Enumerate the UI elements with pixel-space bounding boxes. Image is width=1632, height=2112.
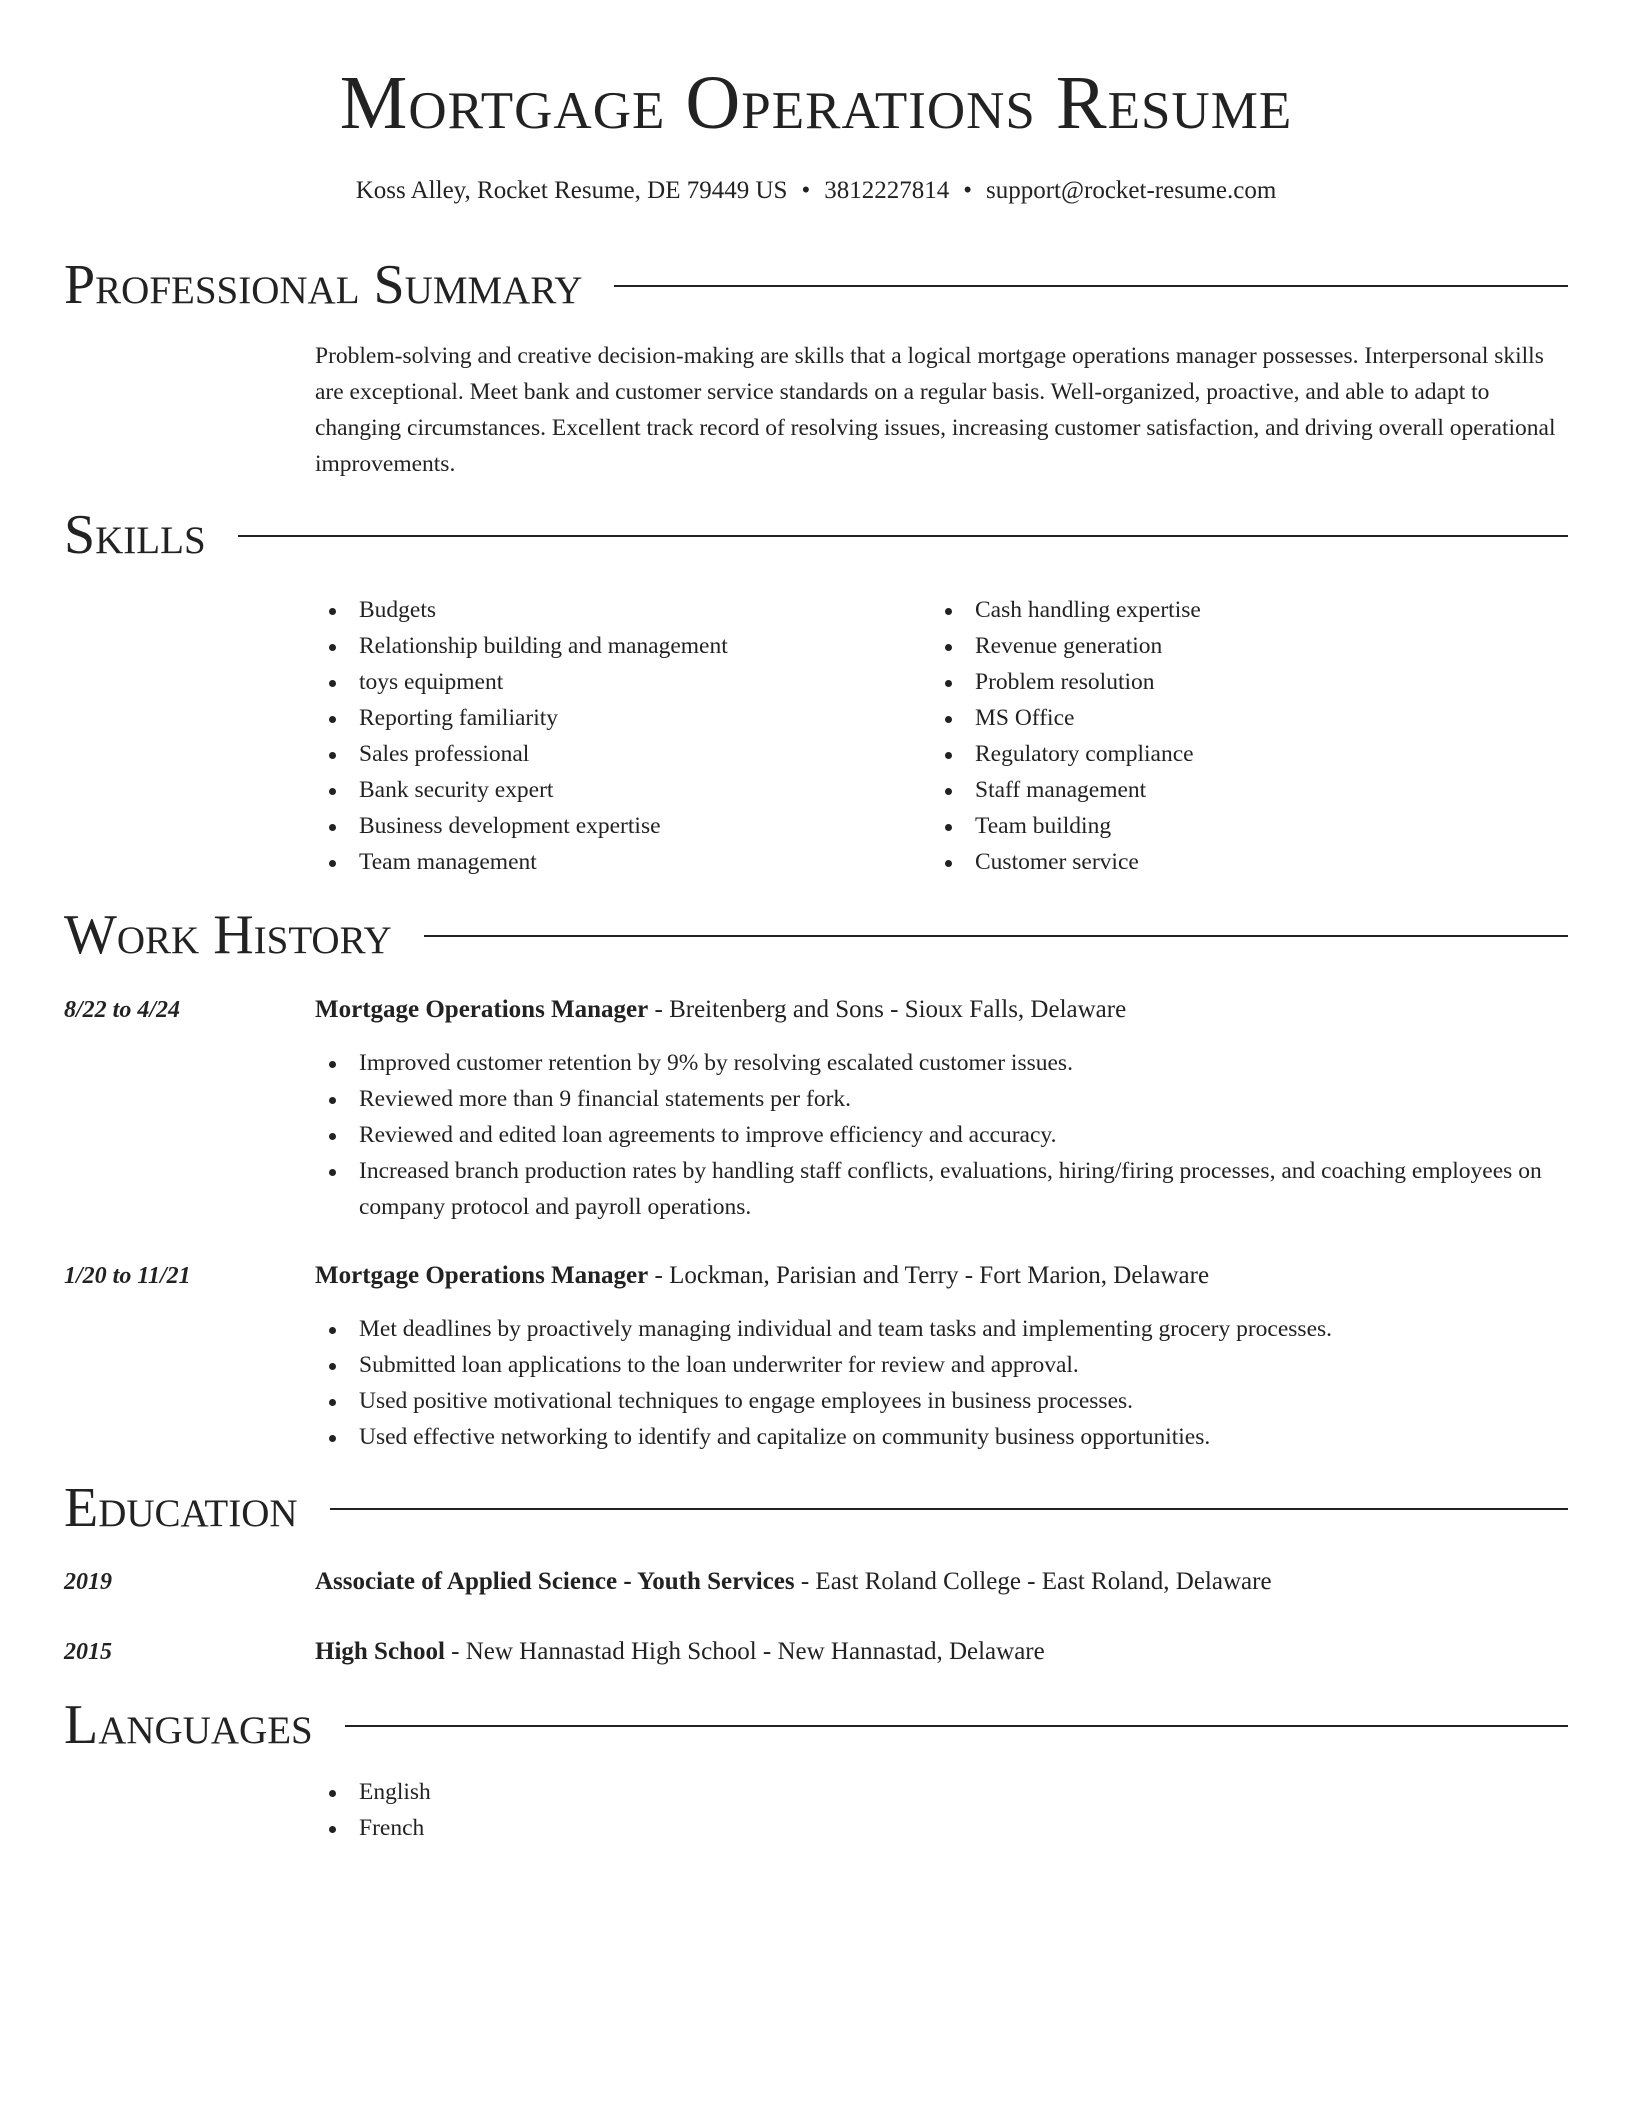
education-line (315, 1564, 1575, 1600)
contact-phone: 3812227814 (824, 177, 950, 204)
summary-section-header (64, 250, 1568, 320)
skill-item: Problem resolution (931, 664, 1531, 700)
education-year: 2015 (64, 1639, 112, 1665)
contact-separator: • (963, 177, 972, 204)
skill-item: Business development expertise (315, 808, 915, 844)
job-bullet: Used positive motivational techniques to engage employees in business processes. (315, 1383, 1575, 1419)
section-divider (424, 935, 1568, 937)
skill-item: Budgets (315, 592, 915, 628)
summary-text: Problem-solving and creative decision-making are skills that a logical mortgage operations manager possesses. Interpersonal skills are exceptional. Meet bank and customer service standards on a regular basis. Well-organized, proactive, and able to adapt to changing circumstances. Excellent track record of resolving issues, increasing customer satisfaction, and driving overall operational improvements. (315, 343, 1556, 477)
job-title-line (315, 992, 1575, 1028)
skills-heading: Skills (64, 504, 206, 566)
job-title-line (315, 1258, 1575, 1294)
skills-list-left (315, 592, 915, 880)
language-item: English (315, 1774, 1575, 1810)
skill-item: Regulatory compliance (931, 736, 1531, 772)
resume-title: Mortgage Operations Resume (339, 61, 1293, 145)
skill-item: Cash handling expertise (931, 592, 1531, 628)
languages-heading: Languages (64, 1694, 313, 1756)
skill-item: MS Office (931, 700, 1531, 736)
contact-address: Koss Alley, Rocket Resume, DE 79449 US (355, 177, 788, 204)
job-bullet: Submitted loan applications to the loan underwriter for review and approval. (315, 1347, 1575, 1383)
job-role: Mortgage Operations Manager (315, 1262, 649, 1289)
skill-item: Revenue generation (931, 628, 1531, 664)
skills-list-right (931, 592, 1531, 880)
job-bullet: Met deadlines by proactively managing individual and team tasks and implementing grocery processes. (315, 1311, 1575, 1347)
job-details: - Lockman, Parisian and Terry - Fort Marion, Delaware (648, 1262, 1210, 1289)
education-heading: Education (64, 1477, 298, 1539)
summary-heading: Professional Summary (64, 254, 583, 316)
skill-item: Customer service (931, 844, 1531, 880)
section-divider (614, 285, 1568, 287)
job-bullet: Reviewed and edited loan agreements to improve efficiency and accuracy. (315, 1117, 1575, 1153)
skill-item: Team building (931, 808, 1531, 844)
education-degree: High School (315, 1638, 445, 1665)
section-divider (345, 1725, 1568, 1727)
skills-column-right (931, 592, 1531, 880)
work-heading: Work History (64, 904, 392, 966)
skill-item: Team management (315, 844, 915, 880)
contact-line (0, 174, 1632, 208)
job-role: Mortgage Operations Manager (315, 996, 649, 1023)
job-bullets (315, 1311, 1575, 1455)
job-dates: 8/22 to 4/24 (64, 997, 181, 1023)
job-bullet: Increased branch production rates by handling staff conflicts, evaluations, hiring/firing processes, and coaching employees on company protocol and payroll operations. (315, 1153, 1575, 1225)
education-section-header (64, 1473, 1568, 1543)
section-divider (330, 1508, 1568, 1510)
work-section-header (64, 900, 1568, 970)
education-details: - New Hannastad High School - New Hannastad, Delaware (444, 1638, 1045, 1665)
contact-email: support@rocket-resume.com (985, 177, 1277, 204)
skill-item: Bank security expert (315, 772, 915, 808)
skills-section-header (64, 500, 1568, 570)
contact-separator: • (801, 177, 811, 204)
job-bullet: Used effective networking to identify and capitalize on community business opportunities. (315, 1419, 1575, 1455)
job-dates: 1/20 to 11/21 (64, 1263, 191, 1289)
education-details: - East Roland College - East Roland, Delaware (794, 1568, 1272, 1595)
skill-item: toys equipment (315, 664, 915, 700)
languages-list (315, 1774, 1575, 1846)
job-details: - Breitenberg and Sons - Sioux Falls, Delaware (648, 996, 1127, 1023)
job-bullets (315, 1045, 1575, 1225)
languages-section-header (64, 1690, 1568, 1760)
language-item: French (315, 1810, 1575, 1846)
job-bullet: Reviewed more than 9 financial statements per fork. (315, 1081, 1575, 1117)
skill-item: Sales professional (315, 736, 915, 772)
skill-item: Reporting familiarity (315, 700, 915, 736)
skill-item: Staff management (931, 772, 1531, 808)
education-line (315, 1634, 1575, 1670)
section-divider (238, 535, 1568, 537)
education-year: 2019 (64, 1569, 112, 1595)
education-degree: Associate of Applied Science - Youth Services (315, 1568, 795, 1595)
skill-item: Relationship building and management (315, 628, 915, 664)
skills-column-left (315, 592, 915, 880)
job-bullet: Improved customer retention by 9% by resolving escalated customer issues. (315, 1045, 1575, 1081)
